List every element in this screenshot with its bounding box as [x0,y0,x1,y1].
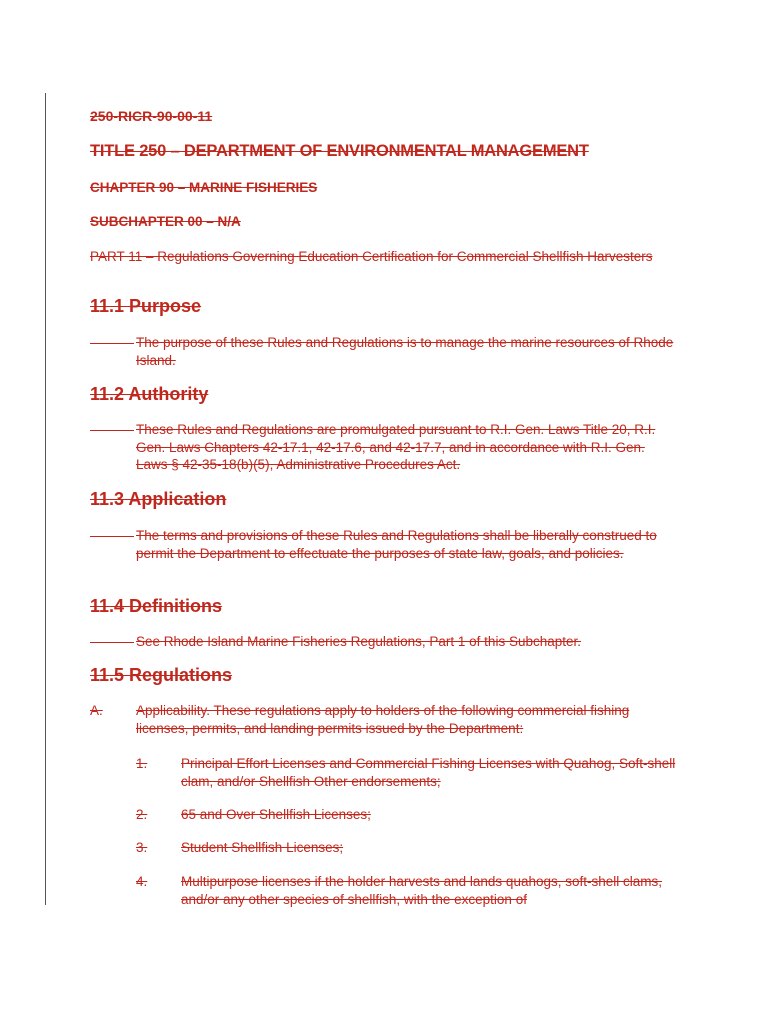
indent-leader [90,343,134,344]
section-definitions-heading: 11.4 Definitions [90,596,223,616]
subsection-a-text: Applicability. These regulations apply to holders of the following commercial fishing licenses, permits, and landing permits issued by the Department: [136,703,630,736]
section-application-heading: 11.3 Application [90,489,227,509]
subsection-a-label: A. [90,703,103,718]
section-purpose-heading: 11.1 Purpose [90,296,202,316]
list-item-label: 2. [136,807,148,822]
document-title: TITLE 250 – DEPARTMENT OF ENVIRONMENTAL MANAGEMENT [90,142,589,160]
list-item-text: 65 and Over Shellfish Licenses; [181,807,371,822]
indent-leader [90,430,134,431]
list-item-text: Student Shellfish Licenses; [181,840,344,855]
list-item-label: 4. [136,874,148,889]
list-item-label: 1. [136,756,148,771]
section-authority-text: These Rules and Regulations are promulgated pursuant to R.I. Gen. Laws Title 20, R.I. Gen. Laws Chapters 42-17.1, 42-17.6, and 42-17.7, and in accordance with R.I. Gen. Laws § 42-35-18(b)(5), Administrative Procedures Act. [136,422,656,472]
section-definitions-text: See Rhode Island Marine Fisheries Regulations, Part 1 of this Subchapter. [136,634,581,649]
indent-leader [90,642,134,643]
section-purpose-text: The purpose of these Rules and Regulations is to manage the marine resources of Rhode Island. [136,335,674,368]
chapter-heading: CHAPTER 90 – MARINE FISHERIES [90,180,318,195]
indent-leader [90,536,134,537]
subchapter-heading: SUBCHAPTER 00 – N/A [90,214,241,229]
section-application-text: The terms and provisions of these Rules and Regulations shall be liberally construed to permit the Department to effectuate the purposes of state law, goals, and policies. [136,528,657,561]
section-authority-heading: 11.2 Authority [90,384,209,404]
part-heading: PART 11 – Regulations Governing Education Certification for Commercial Shellfish Harvesters [90,249,653,264]
margin-change-bar [45,93,46,905]
list-item-label: 3. [136,840,148,855]
list-item-text: Multipurpose licenses if the holder harvests and lands quahogs, soft-shell clams, and/or any other species of shellfish, with the exception of [181,874,663,907]
document-id: 250-RICR-90-00-11 [90,108,213,124]
list-item-text: Principal Effort Licenses and Commercial Fishing Licenses with Quahog, Soft-shell clam, and/or Shellfish Other endorsements; [181,756,676,789]
section-regulations-heading: 11.5 Regulations [90,665,233,685]
